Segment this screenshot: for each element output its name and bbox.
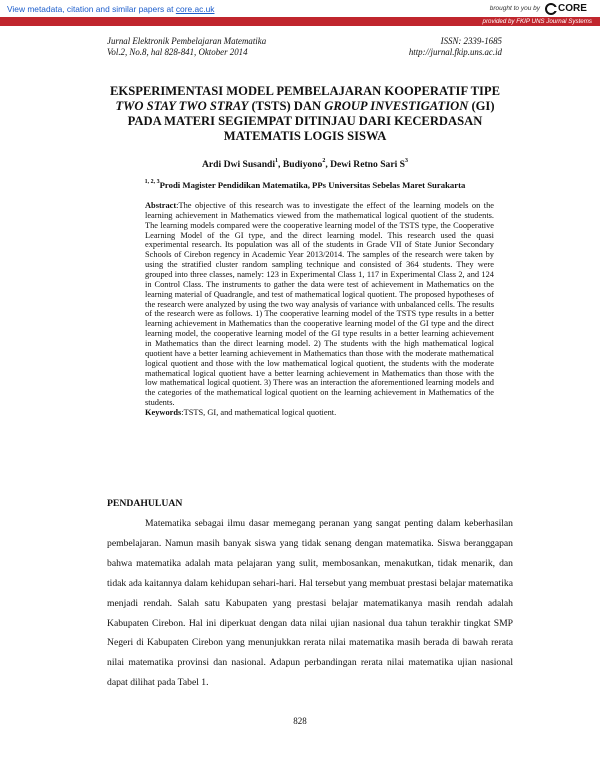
core-banner xyxy=(0,0,600,28)
abstract-label: Abstract xyxy=(145,201,177,210)
abstract-text: :The objective of this research was to investigate the effect of the learning models on the learning achievement in Mathematics viewed from the mathematical logical quotient of the students. The learning models compared were the cooperative learning model of the TSTS type, the Cooperative Learning Model of the GI type, and the direct learning model. This research used the quasi experimental research. Its population was all of the students in Grade VII of State Junior Secondary Schools of Cirebon regency in Academic Year 2013/2014. The samples of the research were taken by using the stratified cluster random sampling technique and consisted of 364 students. They were grouped into three classes, namely: 123 in Experimental Class 1, 117 in Experimental Class 2, and 124 in Control Class. The instruments to gather the data were test of achievement in Mathematics on the learning material of Quadrangle, and test of mathematical logical quotient. The proposed hypotheses of the research were analyzed by using the two way analysis of variance with unbalanced cells. The results of the research were as follows. 1) The cooperative learning model of the TSTS type results in a better learning achievement in Mathematics than the cooperative learning model of the GI type and the direct learning model, the cooperative learning model of the GI type results in a better learning achievement in Mathematics than the direct learning model. 2) The students with the high mathematical logical quotient have a better learning achievement in Mathematics than those with the moderate mathematical logical quotient and those with the low mathematical logical quotient, the students with the moderate mathematical logical quotient have a better learning achievement in Mathematics than those with the low mathematical logical quotient. 3) There was an interaction the aforementioned learning models and the categories of the mathematical logical quotient on the learning achievement in Mathematics of the students. xyxy=(145,201,494,408)
page-number: 828 xyxy=(293,716,307,726)
affiliation: $^{1, 2, 3}$Prodi Magister Pendidikan Matematika, PPs Universitas Sebelas Maret Surakarta xyxy=(144,179,466,190)
title-italic-tsts: TWO STAY TWO STRAY xyxy=(115,99,249,113)
title-italic-gi: GROUP INVESTIGATION xyxy=(324,99,469,113)
journal-issn: ISSN: 2339-1685 xyxy=(440,36,502,46)
journal-meta xyxy=(409,36,502,58)
author-list: Ardi Dwi Susandi$^1$, Budiyono$^2$, Dewi Retno Sari $S^3$ xyxy=(202,158,408,170)
brought-by-text: brought to you by xyxy=(489,5,540,12)
journal-issue: Vol.2, No.8, hal 828-841, Oktober 2014 xyxy=(107,47,248,57)
core-logo-text: CORE xyxy=(558,3,587,14)
core-link[interactable]: core.ac.uk xyxy=(175,4,215,14)
journal-name: Jurnal Elektronik Pembelajaran Matematika xyxy=(107,36,267,46)
keywords-label: Keywords xyxy=(145,408,182,418)
section-heading: PENDAHULUAN xyxy=(107,498,183,509)
paper-title: EKSPERIMENTASI MODEL PEMBELAJARAN KOOPERATIF TIPE TWO STAY TWO STRAY (TSTS) DAN GROUP INVESTIGATION (GI) PADA MATERI SEGIEMPAT DITINJAU DARI KECERDASAN MATEMATIS LOGIS SISWA xyxy=(110,84,500,143)
provided-by-text[interactable]: provided by FKIP UNS Journal Systems xyxy=(482,17,592,25)
view-metadata-link[interactable]: View metadata, citation and similar papers at core.ac.uk xyxy=(7,4,215,14)
core-logo[interactable] xyxy=(542,2,590,16)
journal-info xyxy=(107,36,266,58)
body-paragraph: Matematika sebagai ilmu dasar memegang peranan yang sangat penting dalam keberhasilan pembelajaran. Namun masih banyak siswa yang tidak senang dengan matematika. Siswa beranggapan bahwa matematika adalah mata pelajaran yang sulit, membosankan, menakutkan, tidak menarik, dan tidak ada kaitannya dalam kehidupan sehari-hari. Hal tersebut yang membuat prestasi belajar matematika menjadi rendah. Salah satu Kabupaten yang prestasi belajar matematikanya masih rendah adalah Kabupaten Cirebon. Hal ini diperkuat dengan data nilai ujian nasional dua tahun terakhir tingkat SMP Negeri di Kabupaten Cirebon yang menunjukkan rerata nilai matematika masih berada di bawah rerata nilai matematika provinsi dan nasional. Adapun perbandingan rerata nilai matematika ujian nasional dapat dilihat pada Tabel 1. xyxy=(107,518,513,689)
provided-by-bar xyxy=(0,17,600,26)
abstract xyxy=(145,201,494,418)
journal-url: http://jurnal.fkip.uns.ac.id xyxy=(408,47,502,57)
keywords-text: :TSTS, GI, and mathematical logical quotient. xyxy=(181,408,337,418)
core-logo-icon xyxy=(544,2,558,16)
